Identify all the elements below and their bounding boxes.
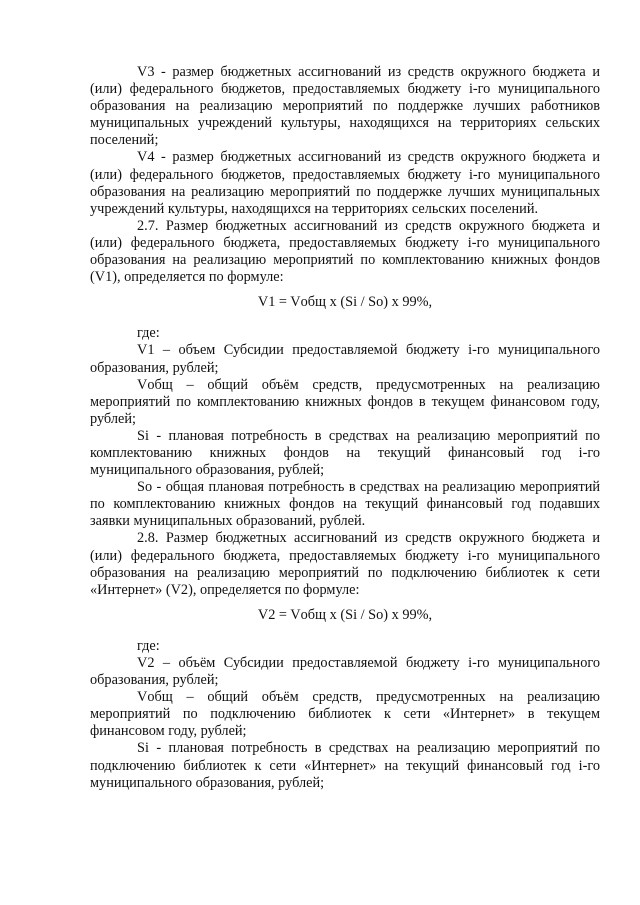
definition-si: Si - плановая потребность в средствах на реализацию мероприятий по подключению библиотек к сети «Интернет» на текущий финансовый год i-го муниципального образования, рублей; <box>90 740 600 791</box>
definition-vobshch: Vобщ – общий объём средств, предусмотренных на реализацию мероприятий по комплектованию книжных фондов в текущем финансовом году, рублей; <box>90 376 600 427</box>
paragraph-2-7: 2.7. Размер бюджетных ассигнований из средств окружного бюджета и (или) федерального бюджета, предоставляемых бюджету i-го муниципального образования на реализацию мероприятий по комплектованию книжных фондов (V1), определяется по формуле: <box>90 217 600 286</box>
paragraph-2-8: 2.8. Размер бюджетных ассигнований из средств окружного бюджета и (или) федерального бюджета, предоставляемых бюджету i-го муниципального образования на реализацию мероприятий по подключению библиотек к сети «Интернет» (V2), определяется по формуле: <box>90 530 600 598</box>
definition-vobshch: Vобщ – общий объём средств, предусмотренных на реализацию мероприятий по подключению библиотек к сети «Интернет» в текущем финансовом году, рублей; <box>90 689 600 740</box>
where-label: где: <box>137 325 160 342</box>
definition-si: Si - плановая потребность в средствах на реализацию мероприятий по комплектованию книжных фондов на текущий финансовый год i-го муниципального образования, рублей; <box>90 427 600 479</box>
paragraph-v3: V3 - размер бюджетных ассигнований из средств окружного бюджета и (или) федерального бюджетов, предоставляемых бюджету i-го муниципального образования на реализацию мероприятий по поддержке лучших работников муниципальных учреждений культуры, находящихся на территориях сельских поселений; <box>90 64 600 149</box>
definition-v2: V2 – объём Субсидии предоставляемой бюджету i-го муниципального образования, рублей; <box>90 655 600 689</box>
document-page <box>90 64 600 792</box>
formula-v2: V2 = Vобщ х (Si / So) х 99%, <box>257 606 433 623</box>
where-label: где: <box>137 637 160 654</box>
definition-so: So - общая плановая потребность в средствах на реализацию мероприятий по комплектованию книжных фондов на текущий финансовый год подавших заявки муниципальных образований, рублей. <box>90 479 600 530</box>
paragraph-v4: V4 - размер бюджетных ассигнований из средств окружного бюджета и (или) федерального бюджетов, предоставляемых бюджету i-го муниципального образования на реализацию мероприятий по поддержке лучших муниципальных учреждений культуры, находящихся на территориях сельских поселений. <box>90 149 600 217</box>
formula-v1: V1 = Vобщ х (Si / So) х 99%, <box>257 294 433 311</box>
definition-v1: V1 – объем Субсидии предоставляемой бюджету i-го муниципального образования, рублей; <box>90 342 600 376</box>
